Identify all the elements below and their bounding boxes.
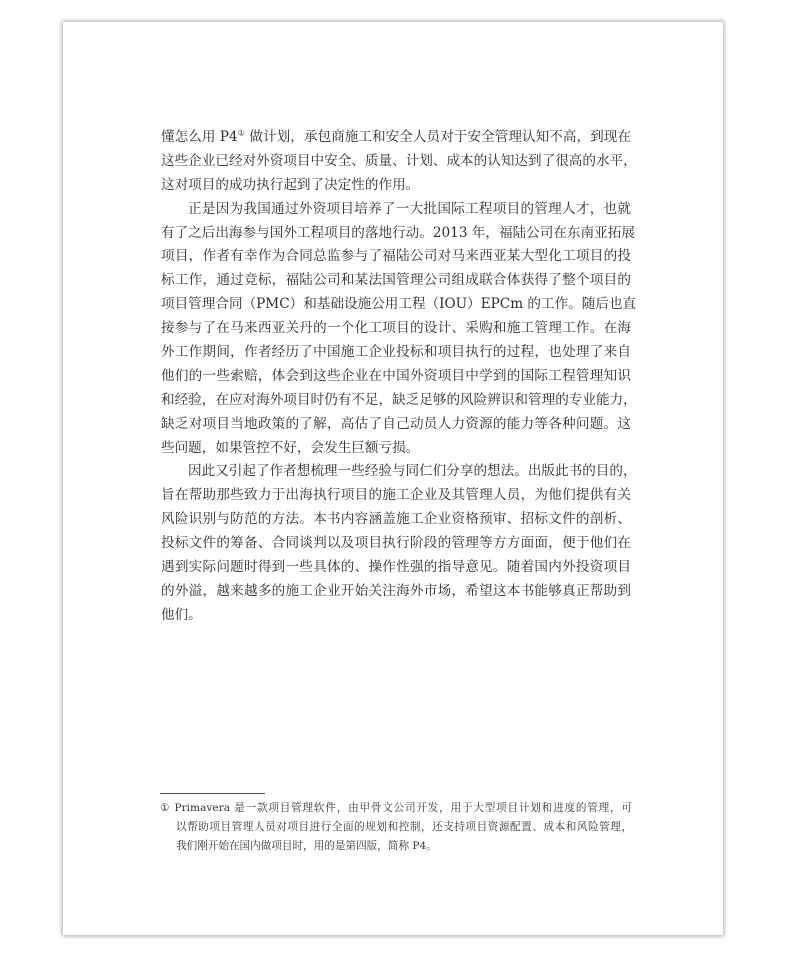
- paragraph-3-line: 遇到实际问题时得到一些具体的、操作性强的指导意见。随着国内外投资项目: [161, 559, 631, 576]
- paragraph-2-line: 缺乏对项目当地政策的了解，高估了自己动员人力资源的能力等各种问题。这: [161, 415, 631, 432]
- paragraph-3-line: 旨在帮助那些致力于出海执行项目的施工企业及其管理人员，为他们提供有关: [161, 487, 631, 504]
- paragraph-1-line: 这对项目的成功执行起到了决定性的作用。: [161, 176, 420, 193]
- paragraph-2-line: 些问题，如果管控不好，会发生巨额亏损。: [161, 439, 420, 456]
- book-page: [63, 22, 723, 935]
- paragraph-2-line: 和经验，在应对海外项目时仍有不足，缺乏足够的风险辨识和管理的专业能力，: [161, 391, 637, 408]
- paragraph-3-line: 投标文件的筹备、合同谈判以及项目执行阶段的管理等方方面面，便于他们在: [161, 535, 631, 552]
- paragraph-2-line: 他们的一些索赔，体会到这些企业在中国外资项目中学到的国际工程管理知识: [161, 367, 631, 384]
- paragraph-3-line: 的外溢，越来越多的施工企业开始关注海外市场，希望这本书能够真正帮助到: [161, 582, 631, 599]
- paragraph-2-line: 标工作，通过竞标，福陆公司和某法国管理公司组成联合体获得了整个项目的: [161, 272, 631, 289]
- footnote: [160, 799, 632, 856]
- body-text: [161, 126, 637, 628]
- paragraph-3-line: 因此又引起了作者想梳理一些经验与同仁们分享的想法。出版此书的目的，: [188, 463, 637, 480]
- text-run: 懂怎么用 P4: [161, 129, 238, 145]
- footnote-line: 我们刚开始在国内做项目时，用的是第四版，简称 P4。: [176, 840, 437, 852]
- paragraph-2-line: 外工作期间，作者经历了中国施工企业投标和项目执行的过程，也处理了来自: [161, 344, 631, 361]
- paragraph-2-line: 有了之后出海参与国外工程项目的落地行动。2013 年，福陆公司在东南亚拓展: [161, 224, 635, 241]
- text-run: 做计划，承包商施工和安全人员对于安全管理认知不高，到现在: [249, 129, 632, 145]
- footnote-line: 以帮助项目管理人员对项目进行全面的规划和控制，还支持项目资源配置、成本和风险管理，: [176, 821, 632, 833]
- paragraph-2-line: 正是因为我国通过外资项目培养了一大批国际工程项目的管理人才，也就: [188, 200, 631, 217]
- footnote-line: ① Primavera 是一款项目管理软件，由甲骨文公司开发，用于大型项目计划和进度的管理，可: [160, 802, 632, 814]
- paragraph-3-line: 风险识别与防范的方法。本书内容涵盖施工企业资格预审、招标文件的剖析、: [161, 511, 631, 528]
- paragraph-2-line: 项目管理合同（PMC）和基础设施公用工程（IOU）EPCm 的工作。随后也直: [161, 296, 637, 313]
- footnote-divider: [160, 793, 265, 794]
- footnote-reference[interactable]: ①: [237, 128, 245, 138]
- paragraph-2-line: 接参与了在马来西亚关丹的一个化工项目的设计、采购和施工管理工作。在海: [161, 320, 631, 337]
- paragraph-1-line: 这些企业已经对外资项目中安全、质量、计划、成本的认知达到了很高的水平，: [161, 152, 637, 169]
- paragraph-3-line: 他们。: [161, 606, 202, 623]
- paragraph-1-line: [161, 126, 631, 150]
- paragraph-2-line: 项目，作者有幸作为合同总监参与了福陆公司对马来西亚某大型化工项目的投: [161, 248, 631, 265]
